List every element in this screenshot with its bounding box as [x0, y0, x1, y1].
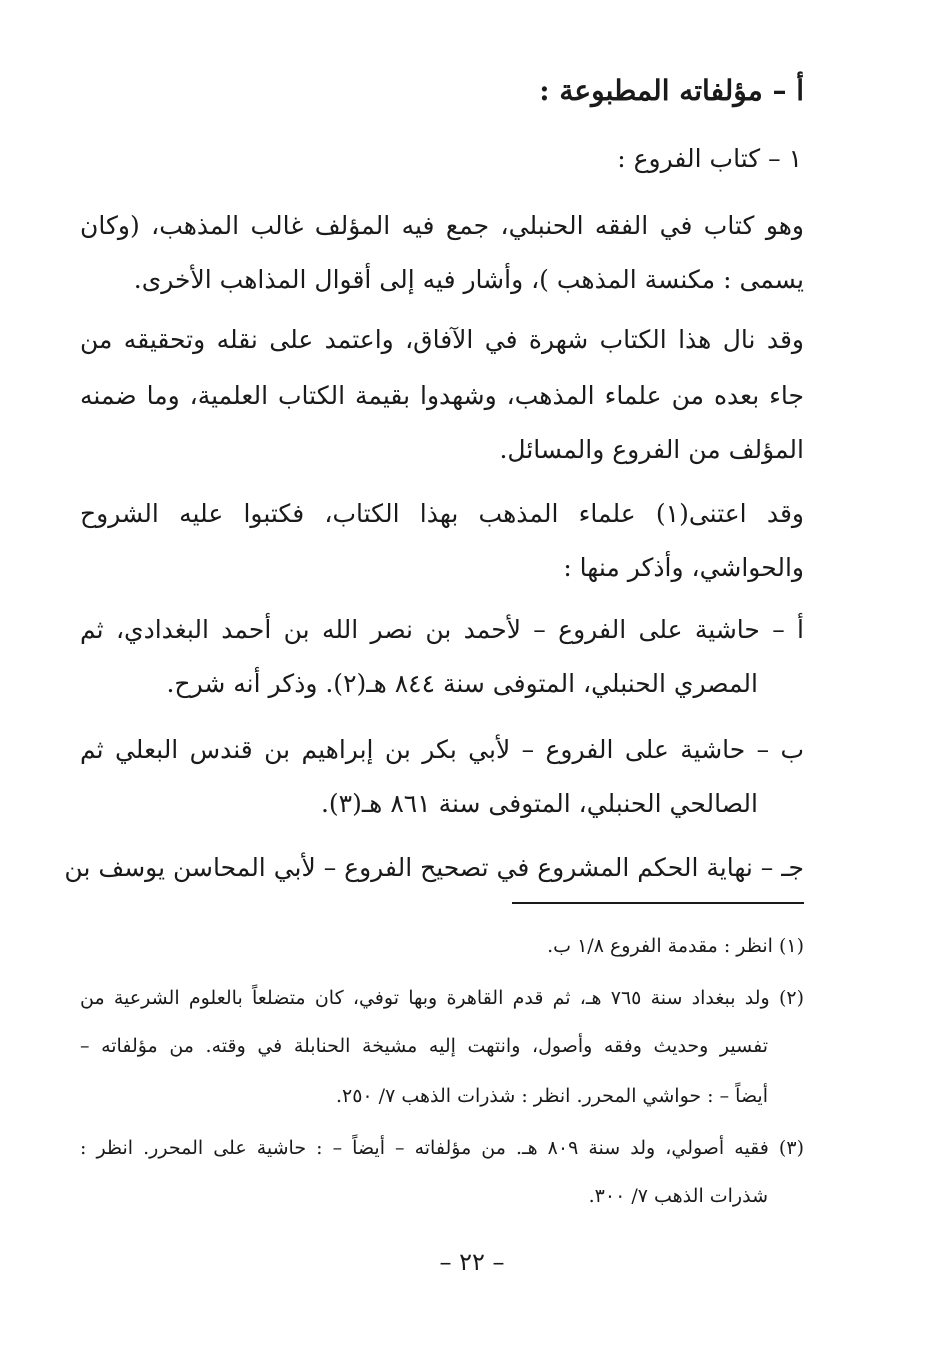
paragraph-2-line-1: وقد نال هذا الكتاب شهرة في الآفاق، واعتمد على نقله وتحقيقه من [80, 325, 804, 354]
list-item-b-line-1: ب – حاشية على الفروع – لأبي بكر بن إبراهيم بن قندس البعلي ثم [80, 735, 804, 764]
list-item-a-line-2: المصري الحنبلي، المتوفى سنة ٨٤٤ هـ(٢). وذكر أنه شرح. [166, 669, 758, 698]
footnote-2-line-2: تفسير وحديث وفقه وأصول، وانتهت إليه مشيخة الحنابلة في وقته. من مؤلفاته – [80, 1035, 768, 1057]
paragraph-2-line-2: جاء بعده من علماء المذهب، وشهدوا بقيمة الكتاب العلمية، وما ضمنه [80, 381, 804, 410]
paragraph-1-line-1: وهو كتاب في الفقه الحنبلي، جمع فيه المؤلف غالب المذهب، (وكان [80, 211, 804, 240]
paragraph-1-line-2: يسمى : مكنسة المذهب )، وأشار فيه إلى أقوال المذاهب الأخرى. [133, 265, 804, 294]
list-item-a-line-1: أ – حاشية على الفروع – لأحمد بن نصر الله بن أحمد البغدادي، ثم [80, 615, 804, 644]
footnote-3-line-1: (٣) فقيه أصولي، ولد سنة ٨٠٩ هـ. من مؤلفاته – أيضاً – : حاشية على المحرر. انظر : [80, 1137, 804, 1159]
paragraph-2-line-3: المؤلف من الفروع والمسائل. [499, 435, 804, 464]
paragraph-3-line-1: وقد اعتنى(١) علماء المذهب بهذا الكتاب، فكتبوا عليه الشروح [80, 499, 804, 528]
section-heading: أ – مؤلفاته المطبوعة : [539, 74, 804, 107]
paragraph-3-line-2: والحواشي، وأذكر منها : [563, 553, 804, 582]
page-number: – ٢٢ – [439, 1248, 505, 1276]
list-item-b-line-2: الصالحي الحنبلي، المتوفى سنة ٨٦١ هـ(٣). [320, 789, 758, 818]
footnote-separator [512, 902, 804, 904]
footnote-1-line-1: (١) انظر : مقدمة الفروع ١/٨ ب. [547, 935, 804, 957]
subsection-heading: ١ – كتاب الفروع : [617, 144, 802, 173]
footnote-2-line-3: أيضاً – : حواشي المحرر. انظر : شذرات الذهب ٧/ ٢٥٠. [335, 1085, 768, 1107]
footnote-2-line-1: (٢) ولد ببغداد سنة ٧٦٥ هـ، ثم قدم القاهرة وبها توفي، كان متضلعاً بالعلوم الشرعية من [80, 987, 805, 1009]
list-item-c-line-1: جـ – نهاية الحكم المشروع في تصحيح الفروع – لأبي المحاسن يوسف بن [64, 853, 804, 882]
footnote-3-line-2: شذرات الذهب ٧/ ٣٠٠. [588, 1185, 768, 1207]
